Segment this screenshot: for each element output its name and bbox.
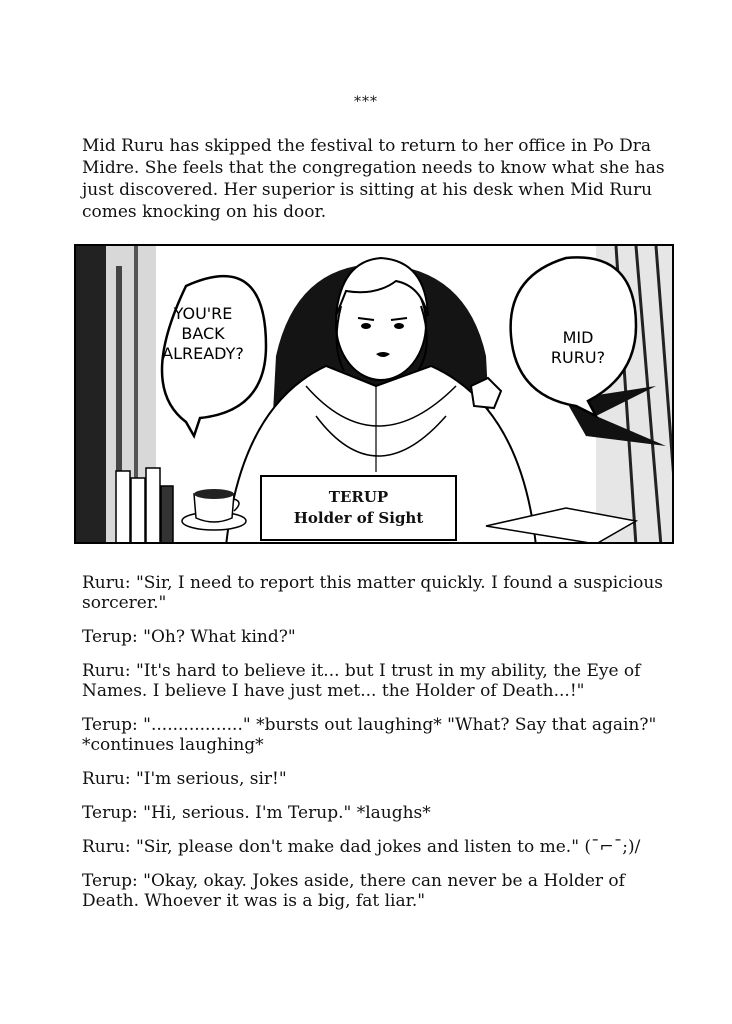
- dialogue-text: Ruru: "I'm serious, sir!": [82, 769, 287, 789]
- dialogue-line: [82, 871, 667, 911]
- dialogue-text: *continues laughing*: [82, 735, 264, 755]
- dialogue-text: Ruru: "Sir, please don't make dad jokes and listen to me." (¯⌐¯;)/: [82, 837, 641, 857]
- dialogue-line: [82, 661, 667, 701]
- dialogue-text: Terup: "Okay, okay. Jokes aside, there can never be a Holder of: [82, 871, 625, 891]
- dialogue-text: Ruru: "Sir, I need to report this matter quickly. I found a suspicious: [82, 573, 664, 593]
- dialogue-text: sorcerer.": [82, 593, 167, 613]
- bubble-left-line: YOU'RE: [173, 304, 233, 323]
- bubble-left-line: BACK: [181, 324, 225, 343]
- dialogue-text: Terup: "Hi, serious. I'm Terup." *laughs*: [82, 803, 431, 823]
- dialogue-block: [82, 573, 667, 911]
- dialogue-text: Names. I believe I have just met... the Holder of Death...!": [82, 681, 585, 701]
- dialogue-text: Terup: "Oh? What kind?": [82, 627, 296, 647]
- scene-separator: ***: [354, 94, 378, 110]
- intro-paragraph: Mid Ruru has skipped the festival to return to her office in Po Dra Midre. She feels that the congregation needs to know what she has just discovered. Her superior is sitting at his desk when Mid Ruru comes knocking on his door.: [82, 136, 665, 222]
- character-caption-box: [260, 475, 457, 541]
- caption-title: Holder of Sight: [293, 509, 424, 527]
- dialogue-text: Death. Whoever it was is a big, fat liar.": [82, 891, 426, 911]
- speech-bubble-left-text: [148, 304, 258, 364]
- dialogue-line: [82, 715, 667, 755]
- dialogue-text: Terup: "................." *bursts out laughing* "What? Say that again?": [82, 715, 657, 735]
- dialogue-line: [82, 769, 667, 789]
- manga-panel: [74, 244, 674, 544]
- bubble-left-line: ALREADY?: [162, 344, 244, 363]
- bubble-right-line: MID: [562, 328, 594, 347]
- speech-bubble-right-text: [528, 328, 628, 368]
- dialogue-line: [82, 837, 667, 857]
- dialogue-line: [82, 803, 667, 823]
- dialogue-line: [82, 627, 667, 647]
- dialogue-line: [82, 573, 667, 613]
- dialogue-text: Ruru: "It's hard to believe it... but I trust in my ability, the Eye of: [82, 661, 641, 681]
- caption-name: TERUP: [328, 488, 389, 506]
- bubble-right-line: RURU?: [550, 348, 606, 367]
